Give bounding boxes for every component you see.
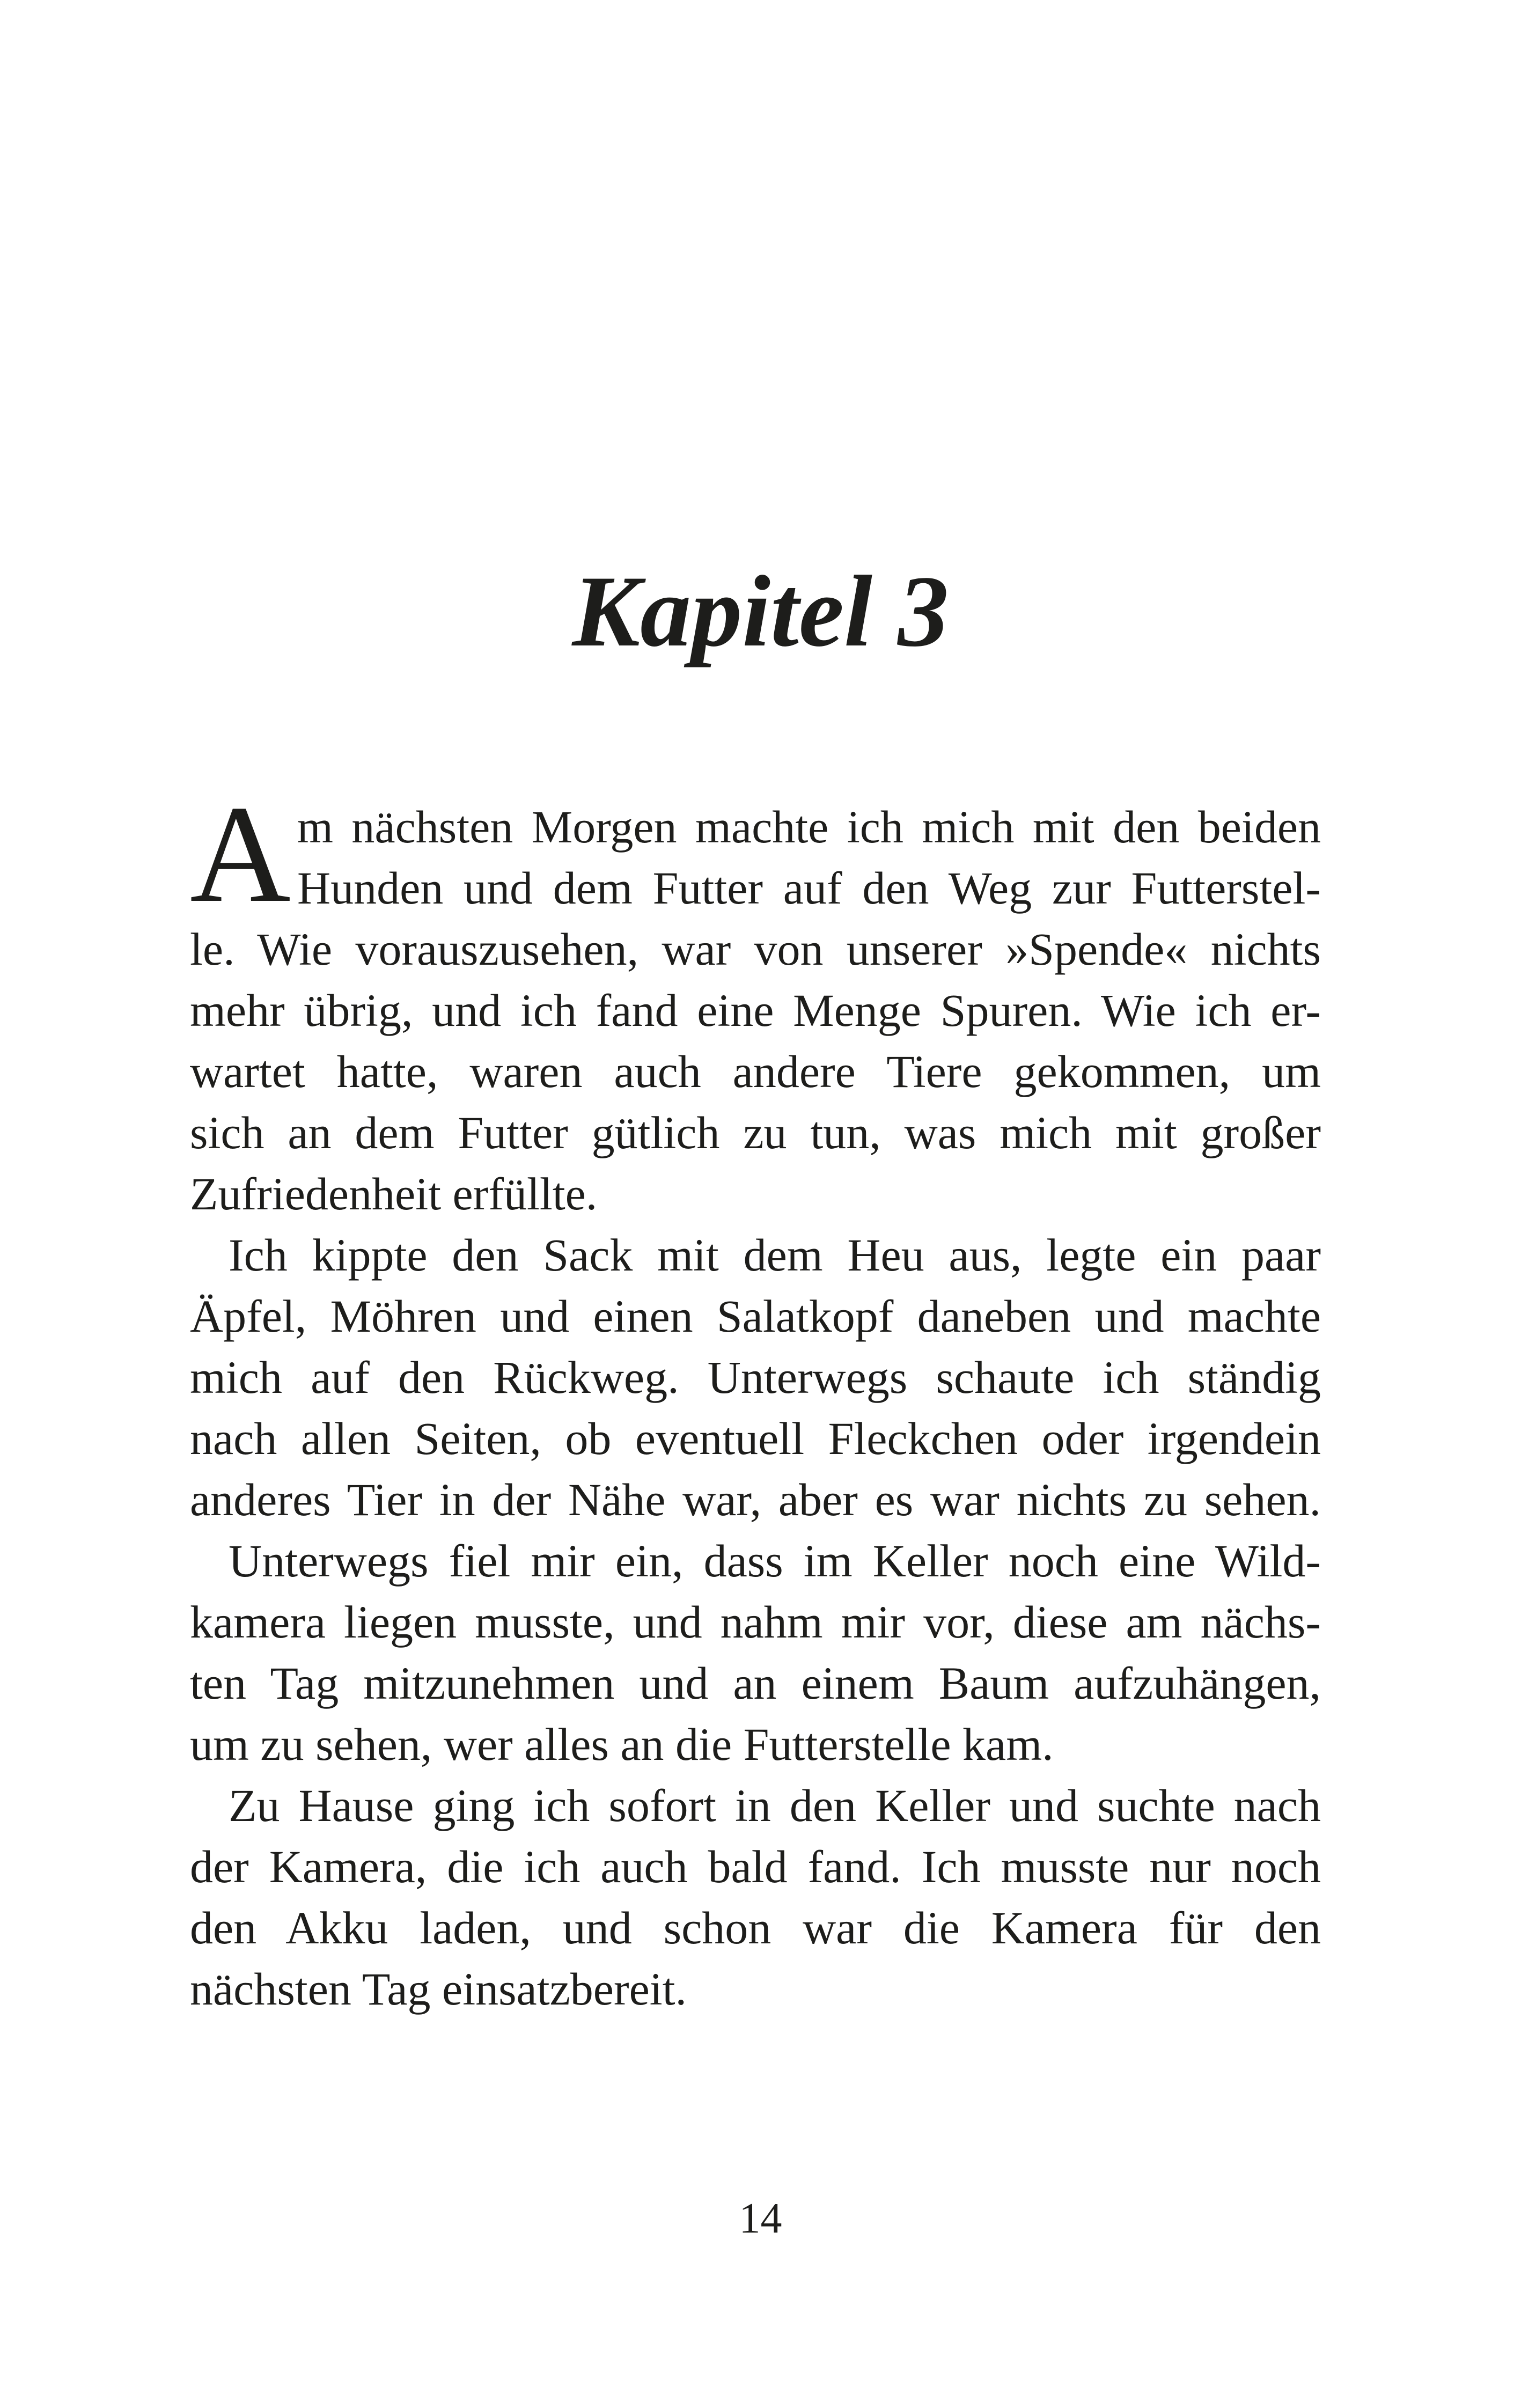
text-line: ten Tag mitzunehmen und an einem Baum aufzuhängen,: [190, 1657, 1321, 1709]
chapter-title: Kapitel 3: [572, 555, 949, 668]
text-line: Zu Hause ging ich sofort in den Keller und suchte nach: [229, 1780, 1321, 1831]
text-line: nach allen Seiten, ob eventuell Fleckchen oder irgendein: [190, 1413, 1321, 1464]
text-line: den Akku laden, und schon war die Kamera für den: [190, 1902, 1321, 1954]
text-line: der Kamera, die ich auch bald fand. Ich musste nur noch: [190, 1841, 1321, 1892]
text-line: Ich kippte den Sack mit dem Heu aus, legte ein paar: [229, 1229, 1321, 1281]
text-line: Hunden und dem Futter auf den Weg zur Futterstel-: [297, 862, 1321, 914]
text-line: um zu sehen, wer alles an die Futterstelle kam.: [190, 1719, 1054, 1770]
text-line: mehr übrig, und ich fand eine Menge Spuren. Wie ich er-: [190, 985, 1321, 1036]
text-line: Äpfel, Möhren und einen Salatkopf daneben und machte: [190, 1290, 1321, 1342]
text-line: Unterwegs fiel mir ein, dass im Keller noch eine Wild-: [229, 1535, 1321, 1587]
text-line: mich auf den Rückweg. Unterwegs schaute ich ständig: [190, 1352, 1321, 1403]
text-line: sich an dem Futter gütlich zu tun, was mich mit großer: [190, 1107, 1321, 1158]
text-line: le. Wie vorauszusehen, war von unserer »Spende« nichts: [190, 923, 1321, 975]
text-line: wartet hatte, waren auch andere Tiere gekommen, um: [190, 1046, 1321, 1097]
body-text: [190, 777, 1321, 2020]
text-line: nächsten Tag einsatzbereit.: [190, 1963, 687, 2015]
page-number: 14: [739, 2195, 782, 2242]
drop-cap: A: [190, 777, 291, 931]
text-line: Zufriedenheit erfüllte.: [190, 1168, 598, 1220]
text-line: anderes Tier in der Nähe war, aber es war nichts zu sehen.: [190, 1474, 1321, 1525]
text-line: m nächsten Morgen machte ich mich mit den beiden: [297, 801, 1321, 853]
text-line: kamera liegen musste, und nahm mir vor, diese am nächs-: [190, 1596, 1321, 1648]
